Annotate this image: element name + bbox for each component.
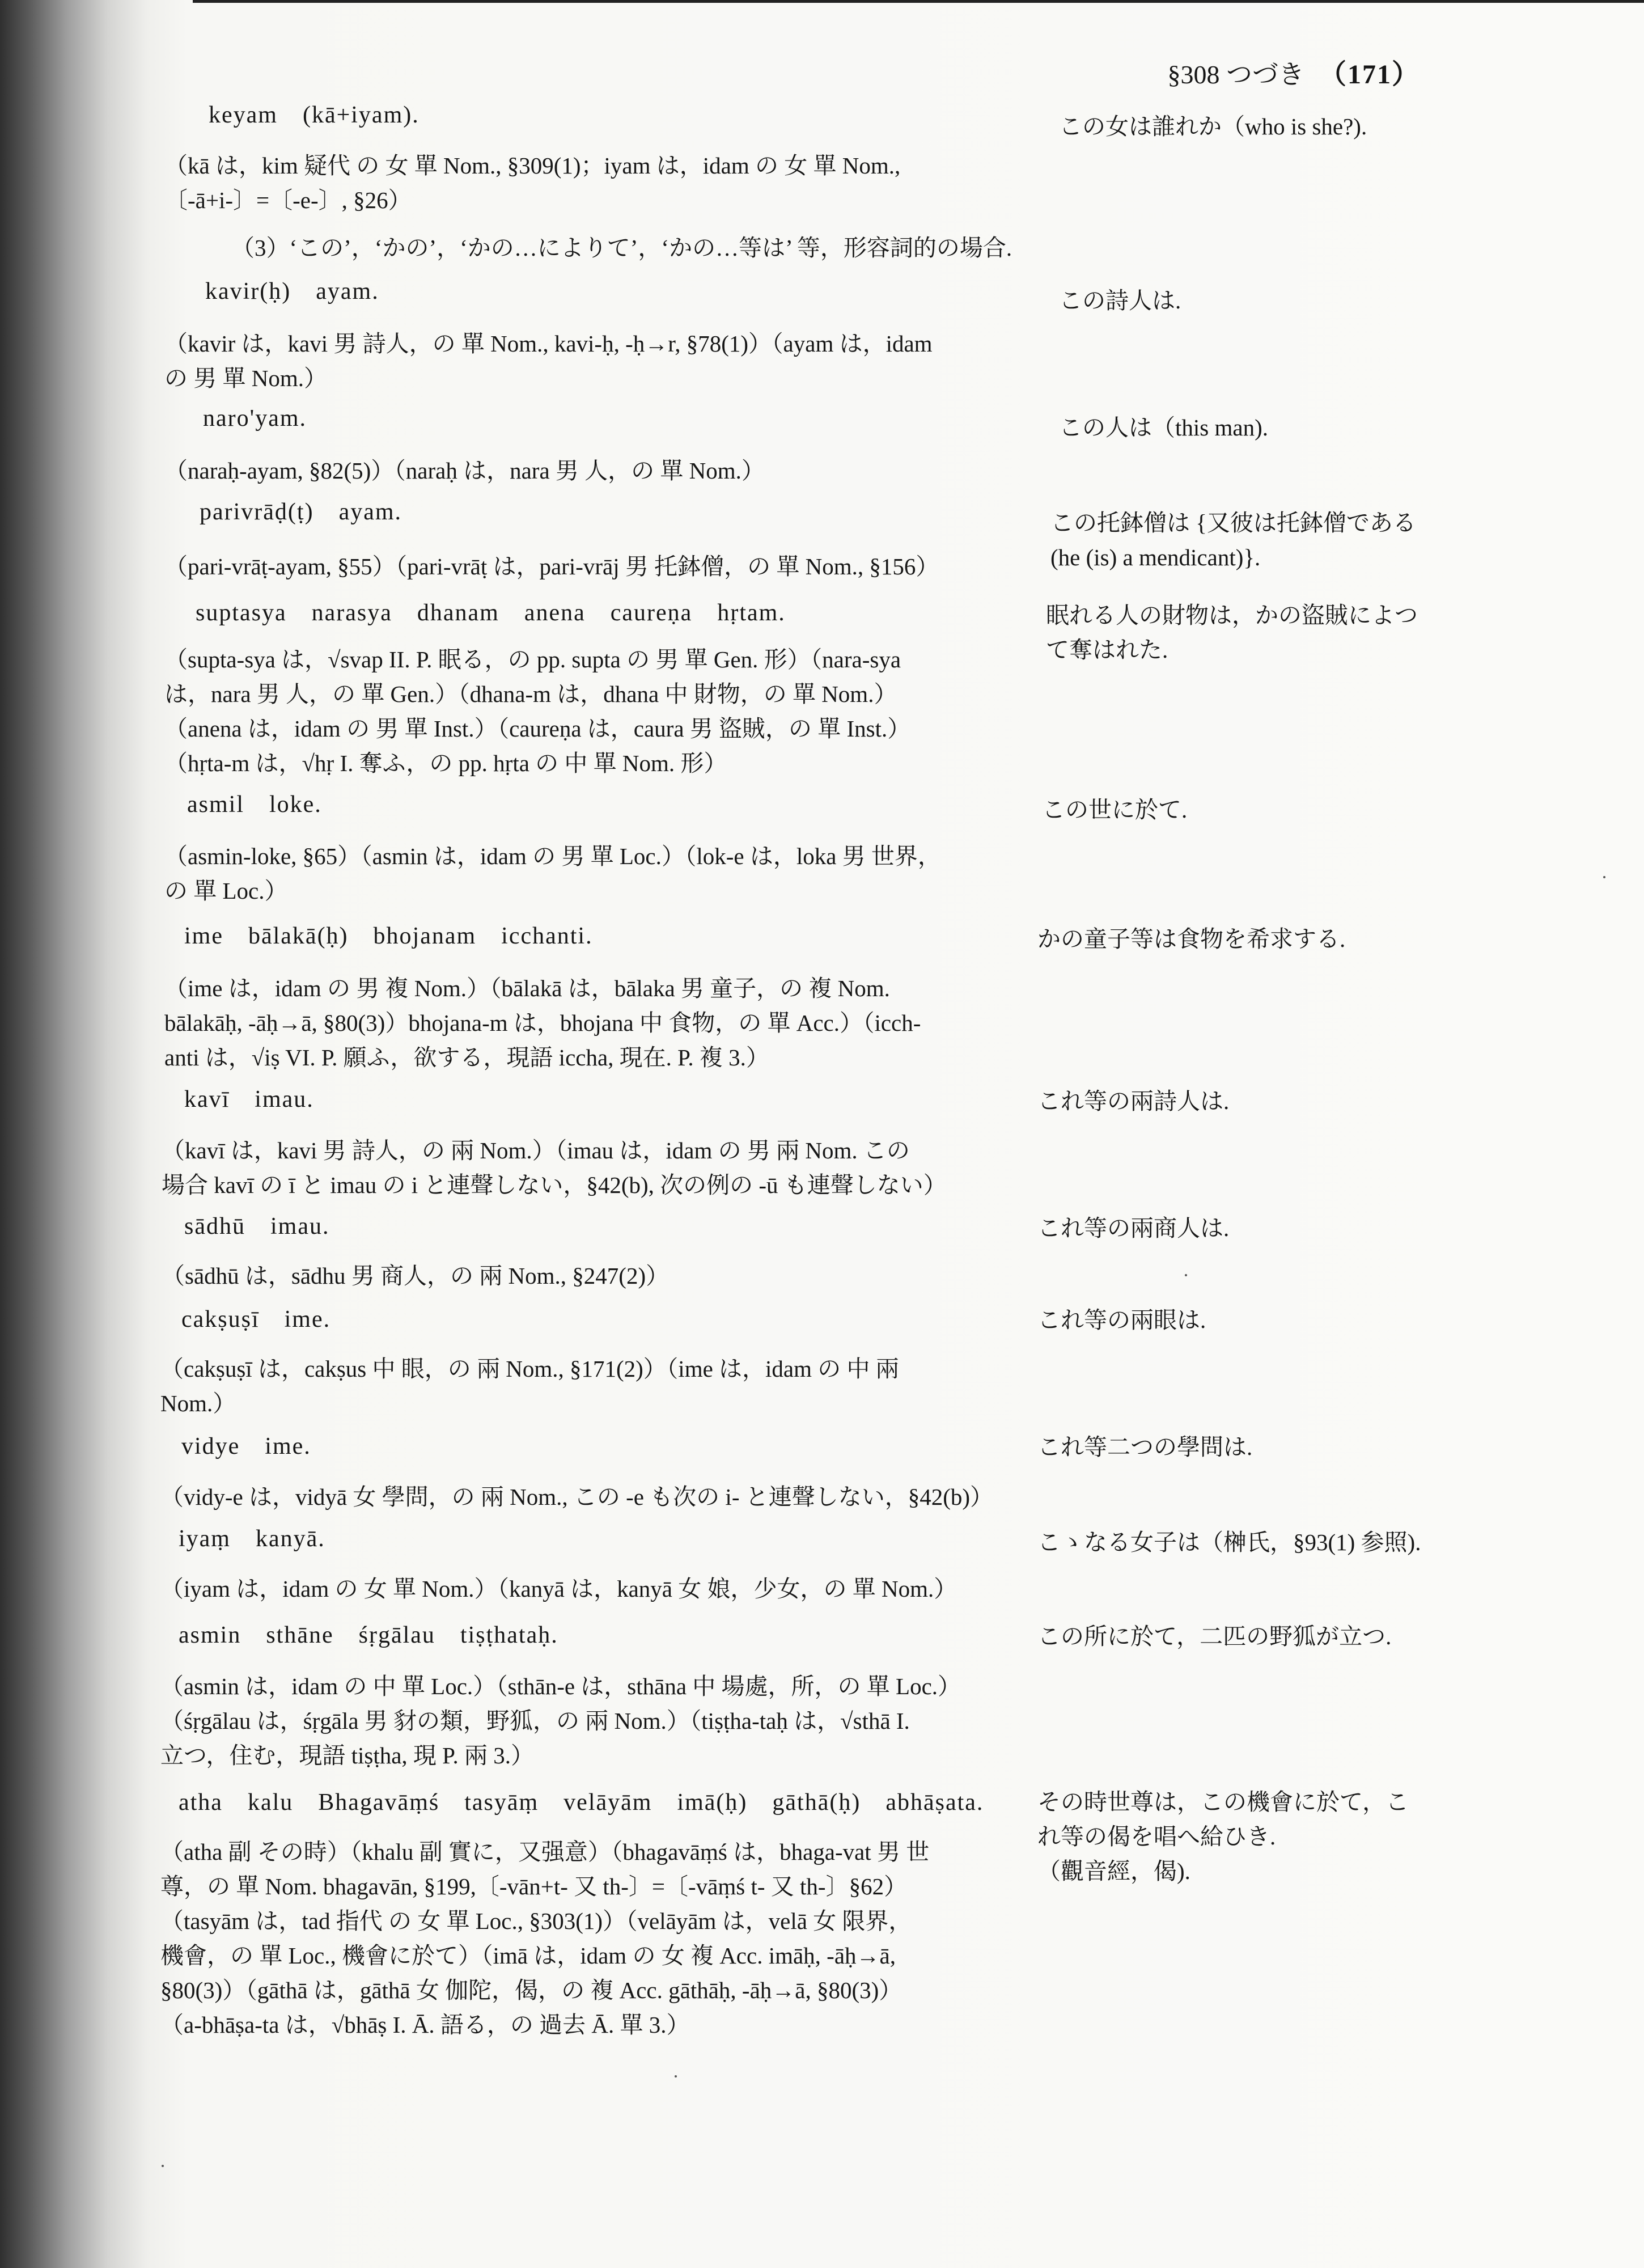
grammar-note: （asmin-loke, §65）（asmin は，idam の 男 單 Loc.）（lok-e は，loka 男 世界， の 單 Loc.） xyxy=(164,843,941,904)
page-number: （171） xyxy=(1319,60,1420,90)
sanskrit-line: atha kalu Bhagavāṃś tasyāṃ velāyām imā(ḥ) gāthā(ḥ) abhāṣata. xyxy=(179,1789,984,1816)
translation: これ等の兩詩人は. xyxy=(1037,1088,1230,1114)
grammar-note: （kavī は，kavi 男 詩人，の 兩 Nom.）（imau は，idam の 男 兩 Nom. この 場合 kavī の ī と imau の i と連聲しない，§42(b), 次の例の -ū も連聲しない） xyxy=(162,1137,947,1198)
grammar-note: （ime は，idam の 男 複 Nom.）（bālakā は，bālaka 男 童子，の 複 Nom. bālakāḥ, -āḥ→ā, §80(3)）bhojana-m は，bhojana 中 食物，の 單 Acc.）（icch- anti は，√iṣ VI. P. 願ふ，欲する，現語 iccha, 現在. P. 複 3.） xyxy=(164,975,921,1070)
grammar-note: （kā は，kim 疑代 の 女 單 Nom., §309(1)；iyam は，idam の 女 單 Nom., 〔-ā+i-〕=〔-e-〕, §26） xyxy=(164,153,901,213)
grammar-note: （asmin は，idam の 中 單 Loc.）（sthān-e は，sthāna 中 場處，所，の 單 Loc.） （śṛgālau は，śṛgāla 男 豺の類，野狐，の 兩 Nom.）（tiṣṭha-taḥ は，√sthā I. 立つ，住む，現語 tiṣṭha, 現 P. 兩 3.） xyxy=(160,1673,961,1768)
grammar-note: （iyam は，idam の 女 單 Nom.）（kanyā は，kanyā 女 娘，少女，の 單 Nom.） xyxy=(160,1576,957,1602)
translation: この女は誰れか（who is she?). xyxy=(1059,113,1367,139)
scan-speck xyxy=(675,2075,677,2077)
sanskrit-line: ime bālakā(ḥ) bhojanam icchanti. xyxy=(184,923,593,949)
translation: その時世尊は，この機會に於て，こ れ等の偈を唱へ給ひき. （觀音經，偈). xyxy=(1037,1789,1409,1884)
grammar-note: （naraḥ-ayam, §82(5)）（naraḥ は，nara 男 人，の 單 Nom.） xyxy=(164,458,765,484)
section-subheading: （3）‘この’，‘かの’，‘かの…によりて’，‘かの…等は’ 等，形容詞的の場合. xyxy=(231,235,1012,261)
translation: この人は（this man). xyxy=(1059,414,1268,441)
translation: この詩人は. xyxy=(1059,287,1181,314)
sanskrit-line: iyaṃ kanyā. xyxy=(179,1526,325,1552)
translation: この所に於て，二匹の野狐が立つ. xyxy=(1037,1623,1392,1649)
sanskrit-line: cakṣuṣī ime. xyxy=(181,1306,331,1332)
translation: かの童子等は食物を希求する. xyxy=(1037,926,1346,952)
sanskrit-line: asmin sthāne śṛgālau tiṣṭhataḥ. xyxy=(179,1622,558,1648)
translation: これ等の兩眼は. xyxy=(1037,1307,1206,1333)
translation: この世に於て. xyxy=(1042,797,1188,823)
section-label: §308 つづき xyxy=(1167,60,1304,89)
sanskrit-line: suptasya narasya dhanam anena caureṇa hṛtam. xyxy=(196,600,786,626)
translation: この托鉢僧は {又彼は托鉢僧である (he (is) a mendicant)}. xyxy=(1050,510,1416,570)
grammar-note: （cakṣuṣī は，cakṣus 中 眼，の 兩 Nom., §171(2)）（ime は，idam の 中 兩 Nom.） xyxy=(160,1356,899,1416)
sanskrit-line: vidye ime. xyxy=(181,1433,311,1459)
scan-speck xyxy=(1185,1274,1187,1276)
translation: これ等の兩商人は. xyxy=(1037,1215,1230,1241)
grammar-note: （supta-sya は，√svap II. P. 眠る，の pp. supta の 男 單 Gen. 形）（nara-sya は，nara 男 人，の 單 Gen.）（dhana-m は，dhana 中 財物，の 單 Nom.） （anena は，idam の 男 單 Inst.）（caureṇa は，caura 男 盜賊，の 單 Inst.） （hṛta-m は，√hṛ I. 奪ふ，の pp. hṛta の 中 單 Nom. 形） xyxy=(164,646,911,776)
sanskrit-line: sādhū imau. xyxy=(184,1213,330,1239)
grammar-note: （kavir は，kavi 男 詩人，の 單 Nom., kavi-ḥ, -ḥ→r, §78(1)）（ayam は，idam の 男 單 Nom.） xyxy=(164,331,933,391)
grammar-note: （pari-vrāṭ-ayam, §55）（pari-vrāṭ は，pari-vrāj 男 托鉢僧，の 單 Nom., §156） xyxy=(164,553,939,579)
scan-speck xyxy=(1603,876,1605,878)
sanskrit-line: parivrāḍ(ṭ) ayam. xyxy=(200,499,402,525)
sanskrit-line: asmil loke. xyxy=(187,792,322,818)
translation: これ等二つの學問は. xyxy=(1037,1434,1253,1460)
top-rule xyxy=(193,0,1644,3)
grammar-note: （atha 副 その時）（khalu 副 實に，又强意）（bhagavāṃś は，bhaga-vat 男 世 尊，の 單 Nom. bhagavān, §199,〔-vān+t- 又 th-〕=〔-vāṃś t- 又 th-〕§62） （tasyām は，tad 指代 の 女 單 Loc., §303(1)）（velāyām は，velā 女 限界， 機會，の 單 Loc., 機會に於て）（imā は，idam の 女 複 Acc. imāḥ, -āḥ→ā, §80(3)）（gāthā は，gāthā 女 伽陀，偈，の 複 Acc. gāthāḥ, -āḥ→ā, §80(3)） （a-bhāṣa-ta は，√bhāṣ I. Ā. 語る，の 過去 Ā. 單 3.） xyxy=(160,1839,930,2038)
sanskrit-line: kavī imau. xyxy=(184,1086,314,1112)
scan-speck xyxy=(162,2165,164,2167)
running-header xyxy=(1167,52,1420,91)
sanskrit-line: naro'yam. xyxy=(203,405,307,431)
sanskrit-line: keyam (kā+iyam). xyxy=(209,102,420,128)
sanskrit-line: kavir(ḥ) ayam. xyxy=(205,278,379,304)
grammar-note: （vidy-e は，vidyā 女 學問，の 兩 Nom., この -e も次の i- と連聲しない，§42(b)） xyxy=(160,1484,994,1510)
translation: 眠れる人の財物は，かの盜賊によつ て奪はれた. xyxy=(1046,602,1418,663)
translation: こゝなる女子は（榊氏，§93(1) 参照). xyxy=(1037,1529,1421,1555)
grammar-note: （sādhū は，sādhu 男 商人，の 兩 Nom., §247(2)） xyxy=(162,1263,670,1289)
